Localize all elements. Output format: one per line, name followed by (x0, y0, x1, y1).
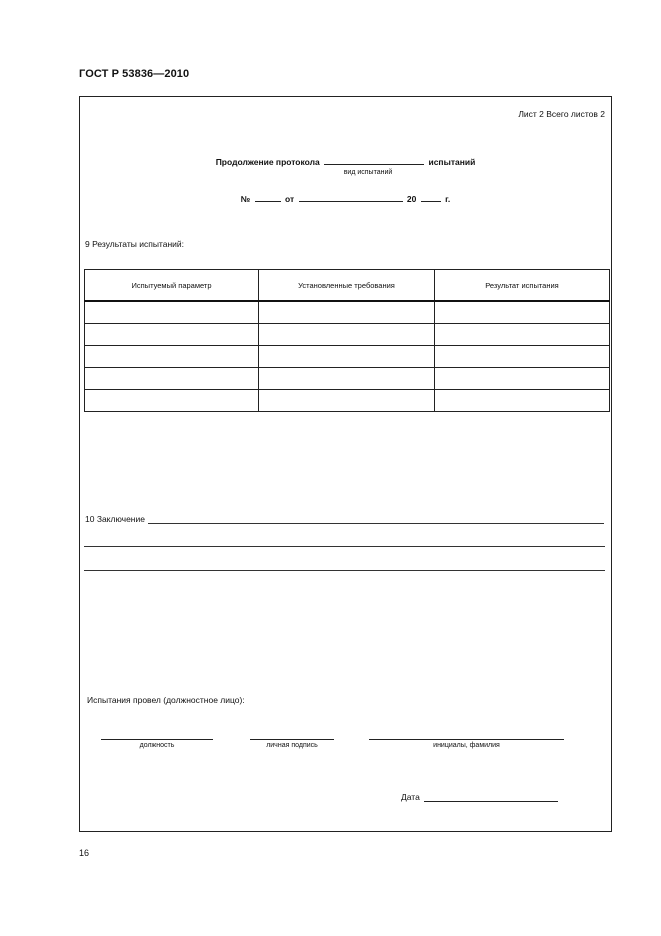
year-label: 20 (406, 194, 417, 204)
column-header-requirements: Установленные требования (259, 270, 435, 302)
title-prefix: Продолжение протокола (215, 157, 320, 167)
conclusion-line-2[interactable] (84, 546, 605, 547)
from-label: от (285, 194, 295, 204)
table-cell[interactable] (435, 324, 610, 346)
protocol-title (79, 156, 612, 167)
table-header-row (85, 270, 610, 302)
form-frame (79, 96, 612, 832)
year-field[interactable] (421, 193, 441, 202)
table-cell[interactable] (259, 324, 435, 346)
table-cell[interactable] (85, 346, 259, 368)
table-cell[interactable] (435, 301, 610, 324)
section-9-heading: 9 Результаты испытаний: (85, 239, 185, 249)
title-suffix: испытаний (428, 157, 476, 167)
position-field[interactable] (101, 739, 213, 740)
results-table (84, 269, 610, 412)
table-cell[interactable] (259, 390, 435, 412)
date-label: Дата (401, 792, 420, 802)
table-cell[interactable] (259, 346, 435, 368)
standard-designation: ГОСТ Р 53836—2010 (79, 68, 190, 80)
section-10-conclusion (85, 514, 604, 524)
table-cell[interactable] (85, 301, 259, 324)
table-cell[interactable] (435, 368, 610, 390)
number-label: № (240, 194, 251, 204)
test-type-field[interactable] (324, 156, 424, 165)
signature-caption: личная подпись (266, 742, 318, 749)
table-row (85, 390, 610, 412)
position-caption: должность (139, 742, 175, 749)
table-row (85, 346, 610, 368)
table-cell[interactable] (85, 390, 259, 412)
protocol-date-field[interactable] (299, 193, 403, 202)
table-row (85, 368, 610, 390)
test-type-caption: вид испытаний (343, 169, 393, 176)
conclusion-line-3[interactable] (84, 570, 605, 571)
conclusion-label: 10 Заключение (85, 514, 145, 524)
column-header-result: Результат испытания (435, 270, 610, 302)
protocol-number-line (79, 193, 612, 204)
protocol-number-field[interactable] (255, 193, 281, 202)
table-row (85, 324, 610, 346)
conclusion-field[interactable] (148, 514, 604, 524)
date-field[interactable] (424, 792, 558, 802)
table-cell[interactable] (435, 390, 610, 412)
year-suffix: г. (445, 194, 451, 204)
sheet-info: Лист 2 Всего листов 2 (518, 109, 605, 119)
table-cell[interactable] (259, 368, 435, 390)
table-row (85, 301, 610, 324)
name-field[interactable] (369, 739, 564, 740)
tested-by-label: Испытания провел (должностное лицо): (87, 695, 245, 705)
table-cell[interactable] (85, 368, 259, 390)
date-block (401, 792, 558, 802)
signature-field[interactable] (250, 739, 334, 740)
table-cell[interactable] (85, 324, 259, 346)
page-number: 16 (79, 848, 90, 858)
column-header-parameter: Испытуемый параметр (85, 270, 259, 302)
table-cell[interactable] (259, 301, 435, 324)
table-cell[interactable] (435, 346, 610, 368)
name-caption: инициалы, фамилия (433, 742, 500, 749)
